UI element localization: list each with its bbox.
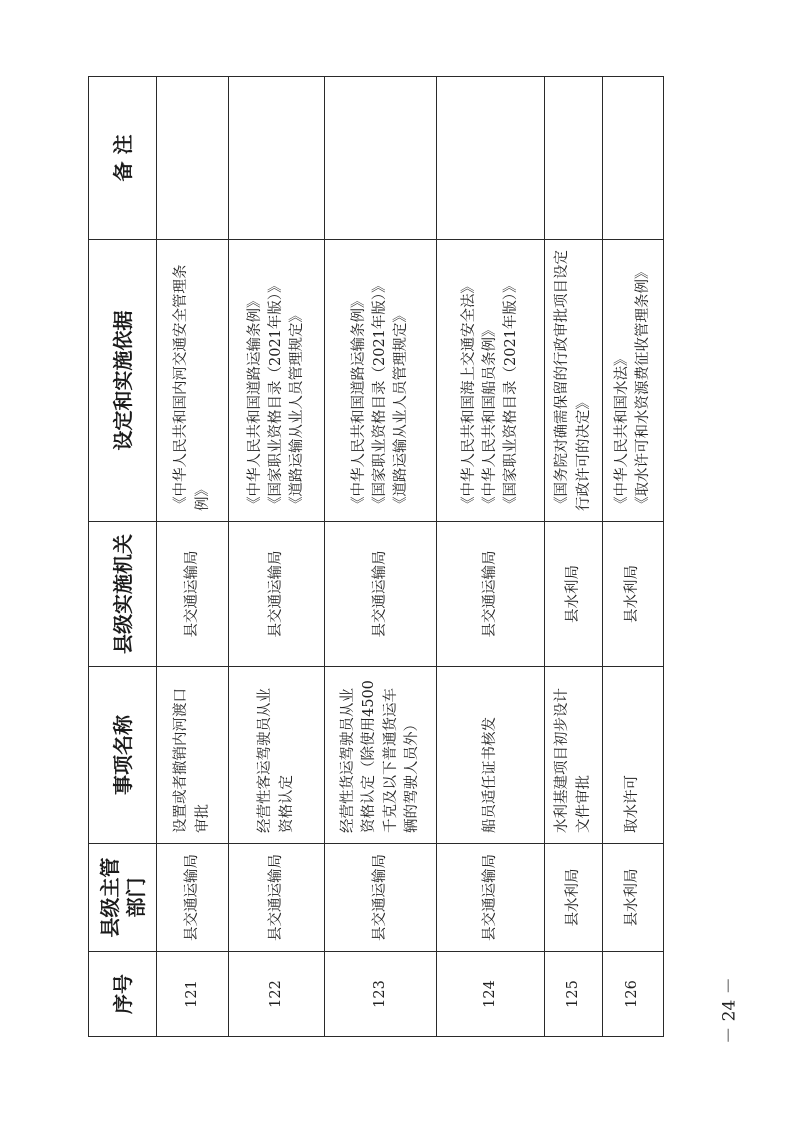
row-dept: 县交通运输局 — [437, 844, 545, 952]
basis-line: 《道路运输从业人员管理规定》 — [393, 308, 409, 511]
row-agency: 县交通运输局 — [157, 522, 229, 667]
table-header-row — [89, 77, 157, 1037]
row-dept: 县水利局 — [545, 844, 603, 952]
row-dept: 县水利局 — [603, 844, 664, 952]
header-item: 事项名称 — [89, 667, 157, 844]
row-agency: 县交通运输局 — [229, 522, 325, 667]
basis-line: 《道路运输从业人员管理规定》 — [289, 308, 305, 511]
table-row — [437, 77, 545, 1037]
row-note — [437, 77, 545, 240]
row-agency: 县水利局 — [545, 522, 603, 667]
row-dept: 县交通运输局 — [229, 844, 325, 952]
row-seq: 122 — [229, 952, 325, 1037]
row-item: 取水许可 — [603, 667, 664, 844]
row-basis — [229, 240, 325, 522]
row-basis — [545, 240, 603, 522]
basis-line: 《中华人民共和国内河交通安全管理条例》 — [173, 264, 211, 511]
row-seq: 121 — [157, 952, 229, 1037]
row-seq: 125 — [545, 952, 603, 1037]
basis-line: 《中华人民共和国道路运输条例》 — [350, 293, 367, 511]
table-row — [545, 77, 603, 1037]
basis-line: 《国务院对确需保留的行政审批项目设定行政许可的决定》 — [554, 250, 592, 511]
row-note — [325, 77, 437, 240]
header-agency: 县级实施机关 — [89, 522, 157, 667]
row-note — [545, 77, 603, 240]
basis-line: 《取水许可和水资源费征收管理条例》 — [635, 264, 651, 511]
row-item: 经营性货运驾驶员从业资格认定（除使用4500千克及以下普通货运车辆的驾驶人员外） — [325, 667, 437, 844]
row-seq: 123 — [325, 952, 437, 1037]
row-agency: 县交通运输局 — [437, 522, 545, 667]
row-basis — [603, 240, 664, 522]
row-agency: 县水利局 — [603, 522, 664, 667]
basis-line: 《国家职业资格目录（2021年版）》 — [267, 278, 284, 511]
row-note — [157, 77, 229, 240]
row-note — [603, 77, 664, 240]
table-row — [325, 77, 437, 1037]
basis-line: 《国家职业资格目录（2021年版）》 — [371, 278, 388, 511]
row-item: 船员适任证书核发 — [437, 667, 545, 844]
basis-line: 《中华人民共和国船员条例》 — [481, 322, 498, 511]
basis-line: 《中华人民共和国道路运输条例》 — [246, 293, 263, 511]
row-item: 设置或者撤销内河渡口审批 — [157, 667, 229, 844]
header-dept: 县级主管部门 — [89, 844, 157, 952]
approval-items-table — [88, 76, 664, 1037]
header-seq: 序号 — [89, 952, 157, 1037]
row-basis — [437, 240, 545, 522]
row-seq: 124 — [437, 952, 545, 1037]
row-note — [229, 77, 325, 240]
page-number — [712, 960, 742, 1060]
row-seq: 126 — [603, 952, 664, 1037]
basis-line: 《中华人民共和国水法》 — [613, 351, 630, 511]
rotated-table-container — [88, 77, 663, 1037]
table-row — [157, 77, 229, 1037]
row-item: 水利基建项目初步设计文件审批 — [545, 667, 603, 844]
table-row — [603, 77, 664, 1037]
basis-line: 《国家职业资格目录（2021年版）》 — [503, 278, 519, 511]
header-note: 备 注 — [89, 77, 157, 240]
row-item: 经营性客运驾驶员从业资格认定 — [229, 667, 325, 844]
header-basis: 设定和实施依据 — [89, 240, 157, 522]
row-basis — [157, 240, 229, 522]
row-dept: 县交通运输局 — [325, 844, 437, 952]
page-number-text: － 24 － — [719, 976, 740, 1044]
table-row — [229, 77, 325, 1037]
row-dept: 县交通运输局 — [157, 844, 229, 952]
basis-line: 《中华人民共和国海上交通安全法》 — [460, 279, 477, 511]
row-agency: 县交通运输局 — [325, 522, 437, 667]
row-basis — [325, 240, 437, 522]
